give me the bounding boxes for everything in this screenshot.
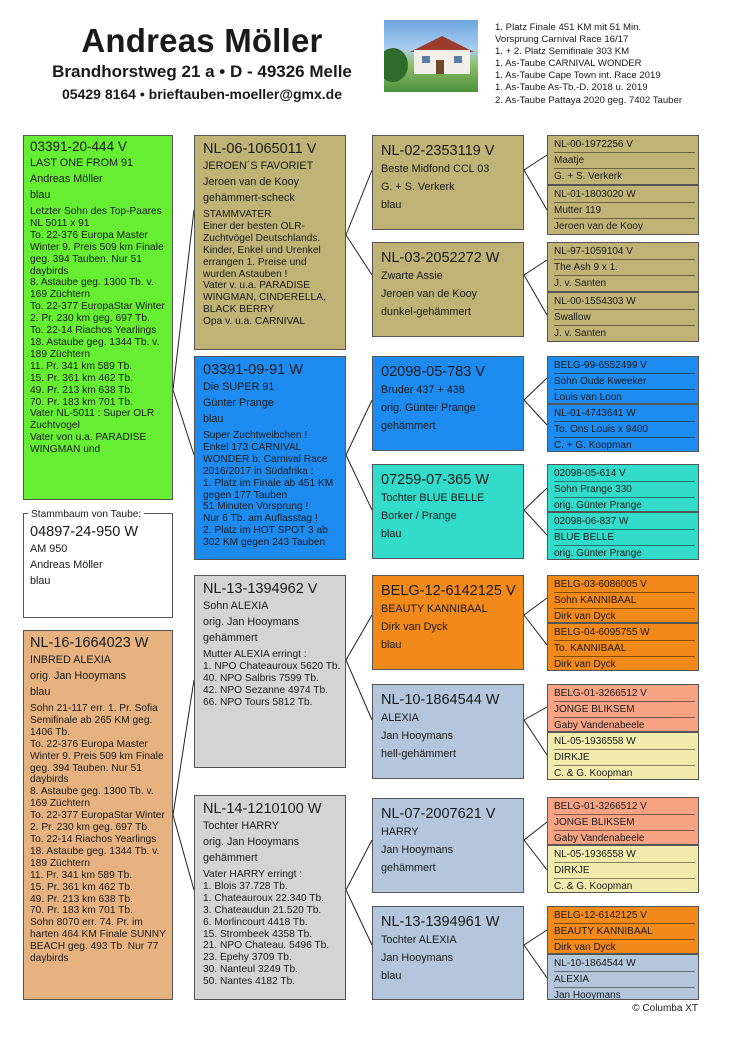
- breeder: Jeroen van de Kooy: [554, 218, 695, 234]
- pigeon-name: JONGE BLIKSEM: [554, 814, 695, 830]
- breeder: orig. Günter Prange: [554, 497, 695, 512]
- breeder: Andreas Möller: [30, 173, 103, 185]
- pigeon-name: Sohn ALEXIA: [203, 600, 269, 612]
- ring-number: NL-05-1936558 W: [554, 736, 636, 747]
- ring-number: 03391-09-91 W: [203, 362, 303, 378]
- grandparent-card-2[interactable]: [194, 356, 346, 560]
- breeder: J. v. Santen: [554, 275, 695, 291]
- pigeon-name: ALEXIA: [381, 712, 419, 724]
- pigeon-name: INBRED ALEXIA: [30, 654, 112, 666]
- achievement-item: 1. As-Taube As-Tb.-D. 2018 u. 2019: [495, 82, 648, 94]
- ancestor-card-4[interactable]: [547, 292, 699, 342]
- pigeon-name: To. Ons Louis x 9400: [554, 421, 695, 437]
- breeder: Jeroen van de Kooy: [381, 288, 478, 300]
- feather-color: blau: [381, 528, 402, 540]
- ancestor-card-15[interactable]: [547, 906, 699, 954]
- ring-number: NL-14-1210100 W: [203, 801, 322, 817]
- breeder: Dirk van Dyck: [554, 656, 695, 671]
- performance-description: Super Zuchtweibchen ! Enkel 173 CARNIVAL WONDER b. Carnival Race 2016/2017 in Südafrika : 1. Platz im Finale ab 451 KM gegen 177 Tauben 51 Minuten Vorsprung ! Nur 6 Tb. am Auflasstag ! 2. Platz im HOT SPOT 3 ab 302 KM gegen 243 Tauben: [203, 430, 334, 549]
- ring-number: NL-16-1664023 W: [30, 635, 149, 651]
- great-grandparent-card-1[interactable]: [372, 135, 524, 230]
- pigeon-name: JEROEN´S FAVORIET: [203, 160, 314, 172]
- achievement-item: 1. Platz Finale 451 KM mit 51 Min.: [495, 22, 642, 33]
- breeder: Dirk van Dyck: [554, 939, 695, 954]
- ring-number: NL-07-2007621 V: [381, 806, 496, 822]
- breeder: orig. Günter Prange: [554, 545, 695, 560]
- performance-description: Mutter ALEXIA erringt : 1. NPO Chateauroux 5620 Tb. 40. NPO Salbris 7599 Tb. 42. NPO Sezanne 4974 Tb. 66. NPO Tours 5812 Tb.: [203, 649, 341, 708]
- feather-color: gehämmert-scheck: [203, 192, 295, 204]
- breeder: Gaby Vandenabeele: [554, 830, 695, 845]
- ring-number: 02098-05-783 V: [381, 364, 485, 380]
- pigeon-name: JONGE BLIKSEM: [554, 701, 695, 717]
- ancestor-card-5[interactable]: [547, 356, 699, 404]
- ancestor-card-11[interactable]: [547, 684, 699, 732]
- pigeon-name: ALEXIA: [554, 971, 695, 987]
- achievement-item: 1. As-Taube CARNIVAL WONDER: [495, 58, 642, 70]
- great-grandparent-card-4[interactable]: [372, 464, 524, 559]
- feather-color: blau: [30, 189, 51, 201]
- ring-number: BELG-99-6552499 V: [554, 360, 647, 371]
- grandparent-card-3[interactable]: [194, 575, 346, 768]
- pigeon-name: Die SUPER 91: [203, 381, 275, 393]
- feather-color: blau: [203, 413, 224, 425]
- breeder: Dirk van Dyck: [381, 621, 448, 633]
- breeder-name: Andreas Möller: [81, 22, 323, 59]
- ring-number: BELG-03-6086005 V: [554, 579, 647, 590]
- grandparent-card-1[interactable]: [194, 135, 346, 350]
- ring-number: NL-01-1803020 W: [554, 189, 636, 200]
- breeder: C. & G. Koopman: [554, 878, 695, 893]
- feather-color: gehämmert: [381, 420, 436, 432]
- performance-description: Letzter Sohn des Top-Paares NL 5011 x 91 To. 22-376 Europa Master Winter 9. Preis 509 km Finale geg. 394 Tauben. Nur 51 daybirds 8. Astaube geg. 1300 Tb. v. 169 Züchtern To. 22-377 EuropaStar Winter 2. Pr. 230 km geg. 697 Tb. To. 22-14 Riachos Yearlings 18. Astaube geg. 1344 Tb. v. 189 Züchtern 11. Pr. 341 km 589 Tb. 15. Pr. 361 km 462 Tb. 49. Pr. 213 km 638 Tb. 70. Pr. 183 km 701 Tb. Vater NL-5011 : Super OLR Zuchtvogel Vater von u.a. PARADISE WINGMAN und: [30, 206, 165, 456]
- ancestor-card-9[interactable]: [547, 575, 699, 623]
- breeder: Jan Hooymans: [381, 844, 454, 856]
- feather-color: blau: [30, 575, 51, 587]
- ancestor-card-8[interactable]: [547, 512, 699, 560]
- breeder: orig. Jan Hooymans: [203, 616, 300, 628]
- pigeon-name: LAST ONE FROM 91: [30, 157, 133, 169]
- feather-color: gehämmert: [381, 862, 436, 874]
- pigeon-name: Mutter 119: [554, 202, 695, 218]
- pigeon-name: Tochter ALEXIA: [381, 934, 457, 946]
- ring-number: 02098-05-614 V: [554, 468, 626, 479]
- breeder: G. + S. Verkerk: [554, 168, 695, 184]
- pigeon-name: The Ash 9 x 1.: [554, 259, 695, 275]
- breeder: Jeroen van de Kooy: [203, 176, 300, 188]
- breeder: Jan Hooymans: [381, 952, 454, 964]
- achievement-item: Vorsprung Carnival Race 16/17: [495, 34, 629, 46]
- achievement-item: 2. As-Taube Pattaya 2020 geg. 7402 Tauber: [495, 94, 683, 106]
- great-grandparent-card-6[interactable]: [372, 684, 524, 779]
- great-grandparent-card-8[interactable]: [372, 906, 524, 1000]
- pigeon-name: Sohn Prange 330: [554, 481, 695, 497]
- breeder: Dirk van Dyck: [554, 608, 695, 623]
- feather-color: blau: [30, 686, 51, 698]
- pigeon-name: HARRY: [381, 826, 419, 838]
- breeder: Günter Prange: [203, 397, 274, 409]
- pigeon-name: Bruder 437 + 438: [381, 384, 465, 396]
- stammbaum-card[interactable]: [23, 513, 173, 618]
- breeder: Andreas Möller: [30, 559, 103, 571]
- ring-number: BELG-04-6095755 W: [554, 627, 650, 638]
- performance-description: Sohn 21-117 err. 1. Pr. Sofia Semifinale ab 265 KM geg. 1406 Tb. To. 22-376 Europa Master Winter 9. Preis 509 km Finale geg. 394 Tauben. Nur 51 daybirds 8. Astaube geg. 1300 Tb. v. 169 Züchtern To. 22-377 EuropaStar Winter 2. Pr. 230 km geg. 697 Tb. To. 22-14 Riachos Yearlings 18. Astaube geg. 1344 Tb. v. 189 Züchtern 11. Pr. 341 km 589 Tb. 15. Pr. 361 km 462 Tb. 49. Pr. 213 km 638 Tb. 70. Pr. 183 km 701 Tb. Sohn 8070 err. 74. Pr. im harten 464 KM Finale SUNNY BEACH geg. 493 Tb. Nur 77 daybirds: [30, 703, 166, 965]
- feather-color: dunkel-gehämmert: [381, 306, 472, 318]
- ancestor-card-1[interactable]: [547, 135, 699, 185]
- ring-number: BELG-12-6142125 V: [554, 910, 647, 921]
- pigeon-name: BLUE BELLE: [554, 529, 695, 545]
- breeder: orig. Jan Hooymans: [203, 836, 300, 848]
- feather-color: gehämmert: [203, 632, 258, 644]
- feather-color: blau: [381, 199, 402, 211]
- pigeon-name: Maatje: [554, 152, 695, 168]
- breeder: Borker / Prange: [381, 510, 457, 522]
- ring-number: NL-05-1936558 W: [554, 849, 636, 860]
- great-grandparent-card-2[interactable]: [372, 242, 524, 337]
- feather-color: hell-gehämmert: [381, 748, 457, 760]
- breeder-address: Brandhorstweg 21 a • D - 49326 Melle: [52, 62, 352, 81]
- pigeon-name: Beste Midfond CCL 03: [381, 163, 490, 175]
- ring-number: NL-13-1394961 W: [381, 914, 500, 930]
- pigeon-name: BEAUTY KANNIBAAL: [381, 603, 488, 615]
- ancestor-card-6[interactable]: [547, 404, 699, 452]
- breeder-contact: 05429 8164 • brieftauben-moeller@gmx.de: [62, 86, 342, 102]
- ring-number: NL-13-1394962 V: [203, 581, 318, 597]
- achievement-item: 1. + 2. Platz Semifinale 303 KM: [495, 46, 630, 58]
- pigeon-name: To. KANNIBAAL: [554, 640, 695, 656]
- ring-number: NL-97-1059104 V: [554, 246, 633, 257]
- ring-number: NL-00-1554303 W: [554, 296, 636, 307]
- breeder: C. & G. Koopman: [554, 765, 695, 780]
- ancestor-card-2[interactable]: [547, 185, 699, 235]
- feather-color: blau: [381, 639, 402, 651]
- dam-parent-card[interactable]: [23, 630, 173, 1000]
- ring-number: NL-10-1864544 W: [381, 692, 500, 708]
- ring-number: NL-01-4743641 W: [554, 408, 636, 419]
- pigeon-name: Tochter HARRY: [203, 820, 280, 832]
- achievement-item: 1. As-Taube Cape Town int. Race 2019: [495, 70, 661, 82]
- pigeon-name: AM 950: [30, 543, 68, 555]
- ancestor-card-12[interactable]: [547, 732, 699, 780]
- ancestor-card-16[interactable]: [547, 954, 699, 1000]
- pigeon-name: DIRKJE: [554, 862, 695, 878]
- breeder: Louis van Loon: [554, 389, 695, 404]
- ring-number: BELG-12-6142125 V: [381, 583, 516, 599]
- pigeon-name: Sohn Oude Kweeker: [554, 373, 695, 389]
- pigeon-name: DIRKJE: [554, 749, 695, 765]
- pigeon-name: Swallow: [554, 309, 695, 325]
- grandparent-card-4[interactable]: [194, 795, 346, 1000]
- ring-number: 07259-07-365 W: [381, 472, 490, 488]
- pigeon-name: Sohn KANNIBAAL: [554, 592, 695, 608]
- ancestor-card-7[interactable]: [547, 464, 699, 512]
- breeder: J. v. Santen: [554, 325, 695, 341]
- feather-color: blau: [381, 970, 402, 982]
- breeder: Jan Hooymans: [381, 730, 454, 742]
- ring-number: 02098-06-837 W: [554, 516, 629, 527]
- subject-card[interactable]: [23, 135, 173, 500]
- ring-number: BELG-01-3266512 V: [554, 688, 647, 699]
- breeder: Jan Hooymans: [554, 987, 695, 1000]
- feather-color: gehämmert: [203, 852, 258, 864]
- ring-number: 03391-20-444 V: [30, 139, 127, 154]
- ring-number: NL-00-1972256 V: [554, 139, 633, 150]
- great-grandparent-card-7[interactable]: [372, 798, 524, 893]
- ancestor-card-3[interactable]: [547, 242, 699, 292]
- performance-description: STAMMVATER Einer der besten OLR-Zuchtvögel Deutschlands. Kinder, Enkel und Urenkel errangen 1. Preise und wurden Astauben ! Vater v. u.a. PARADISE WINGMAN, CINDERELLA, BLACK BERRY Opa v. u.a. CARNIVAL: [203, 209, 326, 328]
- breeder: orig. Günter Prange: [381, 402, 476, 414]
- breeder: Gaby Vandenabeele: [554, 717, 695, 732]
- ring-number: NL-02-2353119 V: [381, 143, 495, 159]
- ring-number: 04897-24-950 W: [30, 524, 139, 540]
- breeder: orig. Jan Hooymans: [30, 670, 127, 682]
- pigeon-name: Tochter BLUE BELLE: [381, 492, 485, 504]
- ring-number: BELG-01-3266512 V: [554, 801, 647, 812]
- ancestor-card-10[interactable]: [547, 623, 699, 671]
- ring-number: NL-06-1065011 V: [203, 141, 317, 157]
- copyright: © Columba XT: [632, 1003, 698, 1014]
- stammbaum-label: Stammbaum von Taube:: [28, 508, 144, 522]
- ancestor-card-13[interactable]: [547, 797, 699, 845]
- pigeon-name: BEAUTY KANNIBAAL: [554, 923, 695, 939]
- ring-number: NL-10-1864544 W: [554, 958, 636, 969]
- great-grandparent-card-5[interactable]: [372, 575, 524, 670]
- pigeon-name: Zwarte Assie: [381, 270, 443, 282]
- ring-number: NL-03-2052272 W: [381, 250, 500, 266]
- performance-description: Vater HARRY erringt : 1. Blois 37.728 Tb. 1. Chateauroux 22.340 Tb. 3. Chateaudun 21.520 Tb. 6. Morlincourt 4418 Tb. 15. Strombeek 4358 Tb. 21. NPO Chateau. 5496 Tb. 23. Epehy 3709 Tb. 30. Nanteul 3249 Tb. 50. Nantes 4182 Tb.: [203, 869, 330, 988]
- ancestor-card-14[interactable]: [547, 845, 699, 893]
- breeder: C. + G. Koopman: [554, 437, 695, 452]
- breeder: G. + S. Verkerk: [381, 181, 455, 193]
- great-grandparent-card-3[interactable]: [372, 356, 524, 451]
